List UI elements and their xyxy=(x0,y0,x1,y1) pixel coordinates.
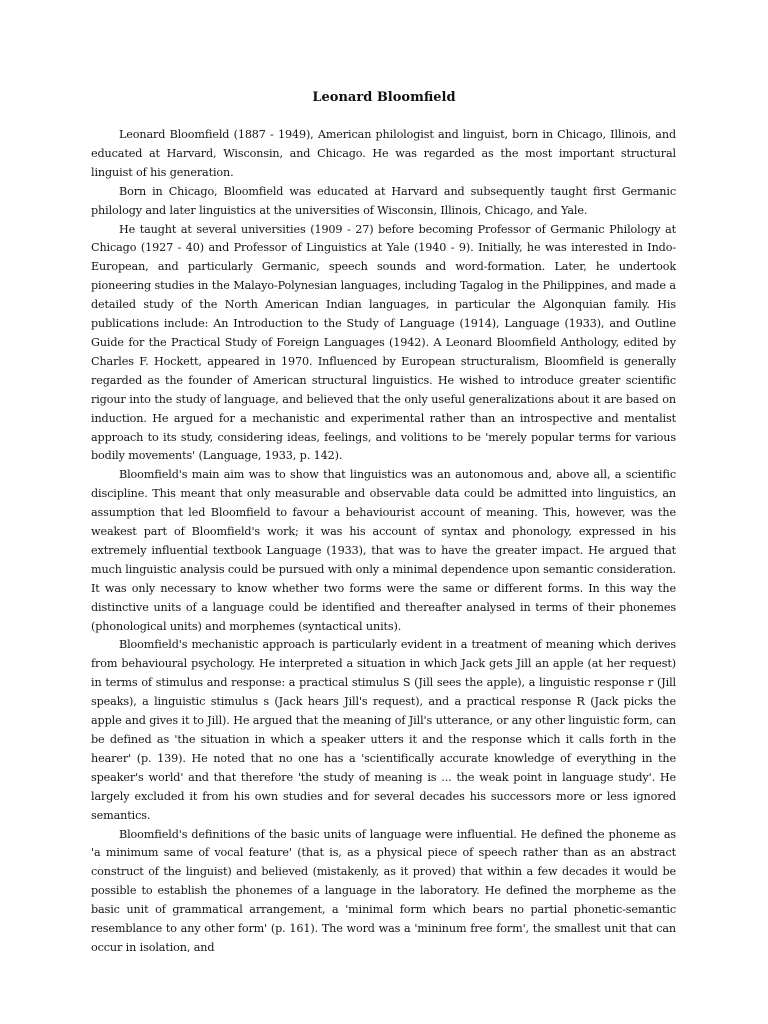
paragraph-education: Born in Chicago, Bloomfield was educated at Harvard and subsequently taught first Germanic philology and later linguistics at the universities of Wisconsin, Illinois, Chicago, and Yale. xyxy=(91,184,676,217)
paragraph-main-aim: Bloomfield's main aim was to show that linguistics was an autonomous and, above all, a scientific discipline. This meant that only measurable and observable data could be admitted into linguistics, an assumption that led Bloomfield to favour a behaviourist account of meaning. This, however, was the weakest part of Bloomfield's work; it was his account of syntax and phonology, expressed in his extremely influential textbook Language (1933), that was to have the greater impact. He argued that much linguistic analysis could be pursued with only a minimal dependence upon semantic consideration. It was only necessary to know whether two forms were the same or different forms. In this way the distinctive units of a language could be identified and thereafter analysed in terms of their phonemes (phonological units) and morphemes (syntactical units). xyxy=(91,468,676,633)
paragraph-intro: Leonard Bloomfield (1887 - 1949), American philologist and linguist, born in Chicago, Illinois, and educated at Harvard, Wisconsin, and Chicago. He was regarded as the most important structural linguist of his generation. xyxy=(91,128,676,179)
document-title: Leonard Bloomfield xyxy=(312,90,456,105)
paragraph-career: He taught at several universities (1909 - 27) before becoming Professor of Germanic Philology at Chicago (1927 - 40) and Professor of Linguistics at Yale (1940 - 9). Initially, he was interested in Indo-European, and particularly Germanic, speech sounds and word-formation. Later, he undertook pioneering studies in the Malayo-Polynesian languages, including Tagalog in the Philippines, and made a detailed study of the North American Indian languages, in particular the Algonquian family. His publications include: An Introduction to the Study of Language (1914), Language (1933), and Outline Guide for the Practical Study of Foreign Languages (1942). A Leonard Bloomfield Anthology, edited by Charles F. Hockett, appeared in 1970. Influenced by European structuralism, Bloomfield is generally regarded as the founder of American structural linguistics. He wished to introduce greater scientific rigour into the study of language, and believed that the only useful generalizations about it are based on induction. He argued for a mechanistic and experimental rather than an introspective and mentalist approach to its study, considering ideas, feelings, and volitions to be 'merely popular terms for various bodily movements' (Language, 1933, p. 142). xyxy=(91,222,676,463)
paragraph-definitions: Bloomfield's definitions of the basic units of language were influential. He defined the phoneme as 'a minimum same of vocal feature' (that is, as a physical piece of speech rather than as an abstract construct of the linguist) and believed (mistakenly, as it proved) that within a few decades it would be possible to establish the phonemes of a language in the laboratory. He defined the morpheme as the basic unit of grammatical arrangement, a 'minimal form which bears no partial phonetic-semantic resemblance to any other form' (p. 161). The word was a 'mininum free form', the smallest unit that can occur in isolation, and xyxy=(91,827,676,954)
document-body xyxy=(91,126,676,958)
paragraph-mechanistic-approach: Bloomfield's mechanistic approach is particularly evident in a treatment of meaning which derives from behavioural psychology. He interpreted a situation in which Jack gets Jill an apple (at her request) in terms of stimulus and response: a practical stimulus S (Jill sees the apple), a linguistic response r (Jill speaks), a linguistic stimulus s (Jack hears Jill's request), and a practical response R (Jack picks the apple and gives it to Jill). He argued that the meaning of Jill's utterance, or any other linguistic form, can be defined as 'the situation in which a speaker utters it and the response which it calls forth in the hearer' (p. 139). He noted that no one has a 'scientifically accurate knowledge of everything in the speaker's world' and that therefore 'the study of meaning is ... the weak point in language study'. He largely excluded it from his own studies and for several decades his successors more or less ignored semantics. xyxy=(91,638,676,822)
